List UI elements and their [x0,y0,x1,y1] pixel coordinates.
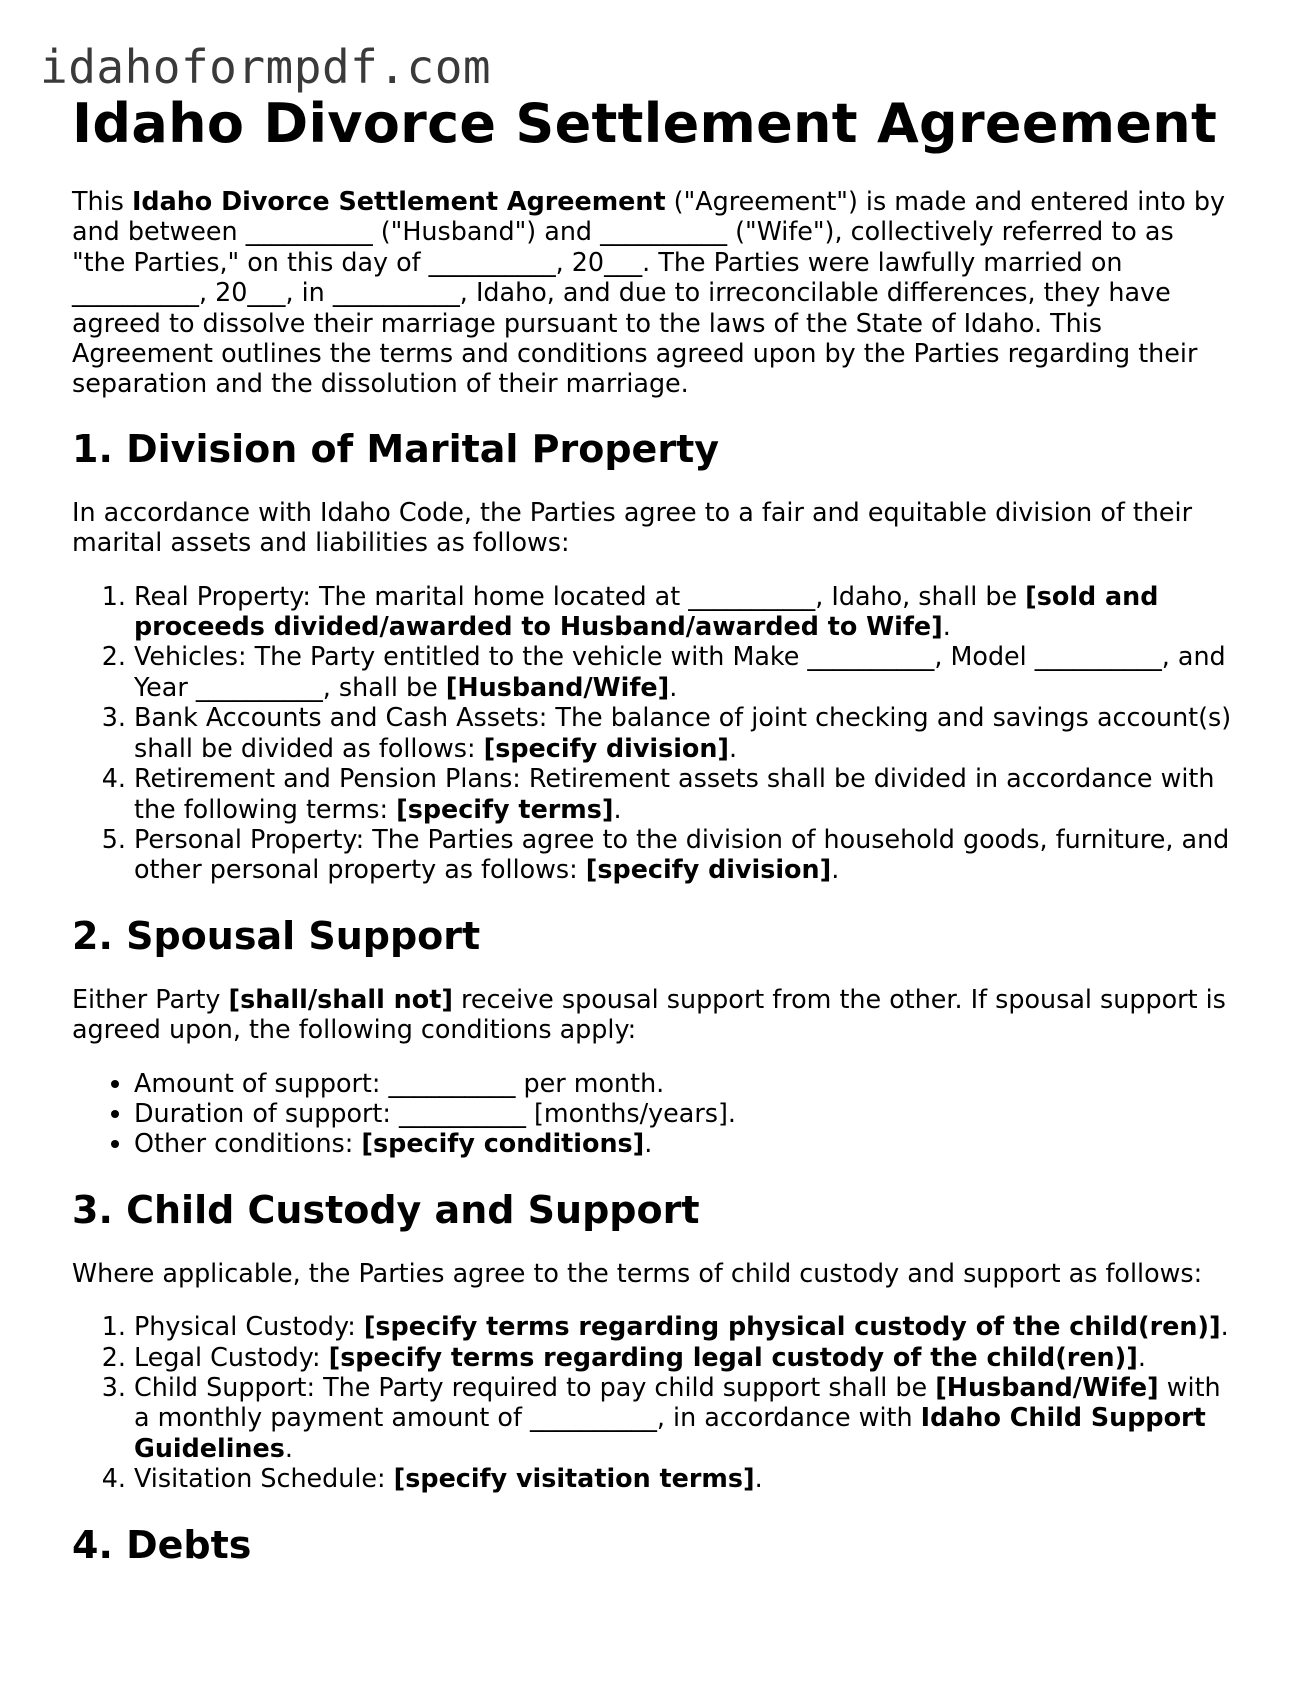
item-placeholder: [specify visitation terms] [393,1463,755,1494]
list-item [134,1311,1232,1341]
list-item [134,1463,1232,1493]
section-heading-spousal-support: 2. Spousal Support [72,913,481,958]
paragraph-text: receive spousal support from the other. If spousal support is agreed upon, the following conditions apply: [72,983,1226,1045]
item-text: Legal Custody: [134,1341,329,1372]
list-item [134,1372,1232,1463]
item-end: . [942,611,951,642]
child-custody-list [72,1311,1232,1493]
item-end: . [669,671,678,702]
intro-text-1: This [72,186,132,216]
list-item [134,1068,1232,1098]
item-end: . [1220,1311,1229,1342]
item-text: Physical Custody: [134,1311,364,1342]
item-text: Duration of support: __________ [months/years]. [134,1097,736,1128]
list-item [134,763,1232,824]
item-end: . [284,1432,293,1463]
section-property-paragraph: In accordance with Idaho Code, the Parties agree to a fair and equitable division of their marital assets and liabilities as follows: [72,496,1193,558]
item-end: . [1137,1341,1146,1372]
item-placeholder: [specify conditions] [361,1128,645,1159]
item-end: . [729,732,738,763]
item-placeholder: [specify division] [585,854,832,885]
intro-paragraph [72,186,1232,399]
paragraph-placeholder: [shall/shall not] [228,983,453,1014]
item-end: . [613,793,622,824]
list-item [134,1128,1232,1158]
section-spousal-paragraph [72,984,1232,1045]
document-title: Idaho Divorce Settlement Agreement [72,92,1218,155]
item-end: . [831,854,840,885]
item-text: Personal Property: The Parties agree to the division of household goods, furniture, and other personal property as follows: [134,823,1230,885]
section-heading-child-custody: 3. Child Custody and Support [72,1187,700,1232]
item-text: with a monthly payment amount of __________, in accordance with [134,1371,1221,1433]
item-text: Real Property: The marital home located at __________, Idaho, shall be [134,580,1026,611]
item-text: Child Support: The Party required to pay child support shall be [134,1371,936,1402]
item-text: Visitation Schedule: [134,1463,394,1494]
item-end: . [754,1463,763,1494]
item-placeholder: [specify division] [483,732,730,763]
item-text: Retirement and Pension Plans: Retirement assets shall be divided in accordance with the following terms: [134,763,1215,824]
property-list [72,581,1232,885]
item-placeholder: [specify terms regarding legal custody of the child(ren)] [328,1341,1138,1372]
list-item [134,1098,1232,1128]
item-placeholder: [specify terms] [396,793,614,824]
item-text: Vehicles: The Party entitled to the vehicle with Make __________, Model __________, and Year __________, shall be [134,641,1226,702]
item-guidelines: Idaho Child Support Guidelines [134,1402,1206,1463]
watermark: idahoformpdf.com [40,40,492,94]
item-end: . [644,1128,653,1159]
item-text: Bank Accounts and Cash Assets: The balance of joint checking and savings account(s) shall be divided as follows: [134,702,1232,763]
item-placeholder: [Husband/Wife] [935,1371,1159,1402]
section-heading-property: 1. Division of Marital Property [72,426,720,471]
item-placeholder: [sold and proceeds divided/awarded to Husband/awarded to Wife] [134,580,1159,642]
spousal-support-list [72,1068,1232,1159]
list-item [134,702,1232,763]
section-custody-paragraph: Where applicable, the Parties agree to the terms of child custody and support as follows: [72,1257,1203,1288]
paragraph-text: Either Party [72,983,229,1014]
section-heading-debts: 4. Debts [72,1522,252,1567]
intro-text-2: ("Agreement") is made and entered into by and between __________ ("Husband") and __________ ("Wife"), collectively referred to as "the Parties," on this day of __________, 20___. The Parties were lawfully married on __________, 20___, in __________, Idaho, and due to irreconcilable differences, they have agreed to dissolve their marriage pursuant to the laws of the State of Idaho. This Agreement outlines the terms and conditions agreed upon by the Parties regarding their separation and the dissolution of their marriage. [72,186,1226,399]
item-text: Other conditions: [134,1128,362,1159]
intro-bold-name: Idaho Divorce Settlement Agreement [131,186,666,216]
item-text: Amount of support: __________ per month. [134,1067,665,1098]
item-placeholder: [specify terms regarding physical custody of the child(ren)] [363,1311,1221,1342]
list-item [134,1342,1232,1372]
document-page [72,88,1232,1571]
list-item [134,641,1232,702]
list-item [134,824,1232,885]
list-item [134,581,1232,642]
item-placeholder: [Husband/Wife] [445,671,670,702]
